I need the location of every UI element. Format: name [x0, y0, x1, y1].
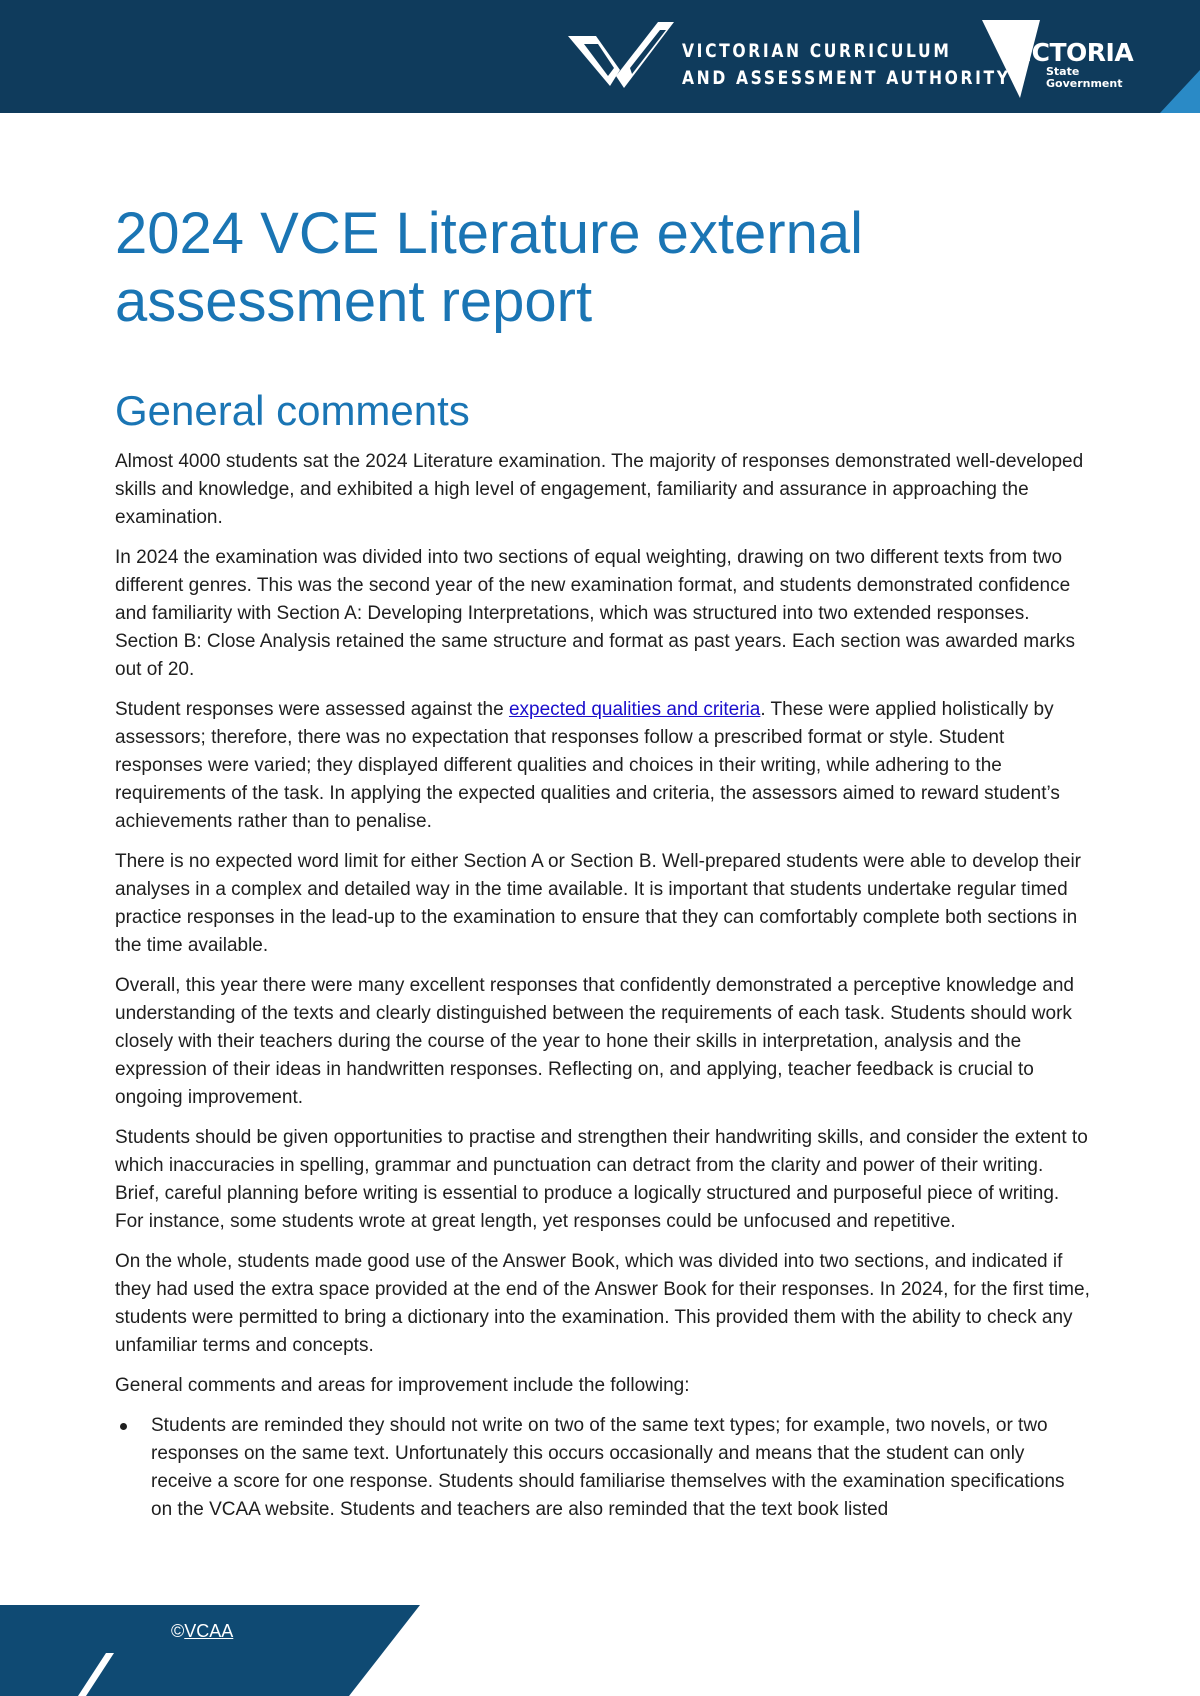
paragraph-text: Student responses were assessed against the — [115, 699, 509, 720]
vcaa-wordmark-line1: VICTORIAN CURRICULUM — [682, 40, 952, 62]
paragraph: On the whole, students made good use of the Answer Book, which was divided into two sections, and indicated if they had used the extra space provided at the end of the Answer Book for their responses. In 2024, for the first time, students were permitted to bring a dictionary into the examination. This provided them with the ability to check any unfamiliar terms and concepts. — [115, 1251, 1090, 1356]
section-heading-general-comments: General comments — [115, 387, 470, 434]
government-label: Government — [1046, 77, 1123, 90]
paragraph: Students should be given opportunities to practise and strengthen their handwriting skills, and consider the extent to which inaccuracies in spelling, grammar and punctuation can detract from the clarity and power of their writing. Brief, careful planning before writing is essential to produce a logically structured and purposeful piece of writing. For instance, some students wrote at great length, yet responses could be unfocused and repetitive. — [115, 1127, 1088, 1232]
report-title-line1: 2024 VCE Literature external — [115, 201, 863, 266]
report-content — [115, 200, 1090, 1524]
report-title — [115, 200, 1090, 336]
header-corner-accent — [1160, 70, 1200, 113]
paragraph: Almost 4000 students sat the 2024 Literature examination. The majority of responses demonstrated well-developed skills and knowledge, and exhibited a high level of engagement, familiarity and assurance in approaching the examination. — [115, 451, 1084, 528]
victoria-wordmark: VICTORIA — [1004, 38, 1134, 67]
paragraph: General comments and areas for improvement include the following: — [115, 1375, 690, 1396]
paragraph-with-link — [115, 696, 1090, 836]
state-government-label — [1046, 66, 1122, 90]
page-footer — [0, 1605, 1200, 1696]
state-label: State — [1046, 65, 1080, 78]
vcaa-logo-icon — [568, 22, 678, 92]
expected-qualities-link[interactable]: expected qualities and criteria — [508, 699, 761, 720]
page-header — [0, 0, 1200, 113]
paragraph-text: . These were applied holistically by assessors; therefore, there was no expectation that responses follow a prescribed format or style. Student responses were varied; they displayed different qualities and choices in their writing, while adhering to the requirements of the task. In applying the expected qualities and criteria, the assessors aimed to reward student’s achievements rather than to penalise. — [115, 699, 1060, 832]
footer-band — [0, 1605, 420, 1696]
vcaa-wordmark — [682, 38, 1011, 92]
vcaa-copyright-link[interactable]: VCAA — [184, 1621, 234, 1641]
copyright-symbol: © — [171, 1621, 185, 1641]
paragraph: In 2024 the examination was divided into two sections of equal weighting, drawing on two different texts from two different genres. This was the second year of the new examination format, and students demonstrated confidence and familiarity with Section A: Developing Interpretations, which was structured into two extended responses. Section B: Close Analysis retained the same structure and format as past years. Each section was awarded marks out of 20. — [115, 547, 1075, 680]
list-item: Students are reminded they should not write on two of the same text types; for example, two novels, or two responses on the same text. Unfortunately this occurs occasionally and means that the student can only receive a score for one response. Students should familiarise themselves with the examination specifications on the VCAA website. Students and teachers are also reminded that the text book listed — [115, 1412, 1090, 1524]
report-title-line2: assessment report — [115, 269, 593, 334]
vcaa-wordmark-line2: AND ASSESSMENT AUTHORITY — [682, 67, 1011, 89]
paragraph: Overall, this year there were many excellent responses that confidently demonstrated a perceptive knowledge and understanding of the texts and clearly distinguished between the requirements of each task. Students should work closely with their teachers during the course of the year to hone their skills in interpretation, analysis and the expression of their ideas in handwritten responses. Reflecting on, and applying, teacher feedback is crucial to ongoing improvement. — [115, 975, 1074, 1108]
paragraph: There is no expected word limit for either Section A or Section B. Well-prepared students were able to develop their analyses in a complex and detailed way in the time available. It is important that students undertake regular timed practice responses in the lead-up to the examination to ensure that they can comfortably complete both sections in the time available. — [115, 851, 1081, 956]
copyright-notice — [171, 1621, 233, 1642]
improvement-list — [115, 1412, 1090, 1524]
